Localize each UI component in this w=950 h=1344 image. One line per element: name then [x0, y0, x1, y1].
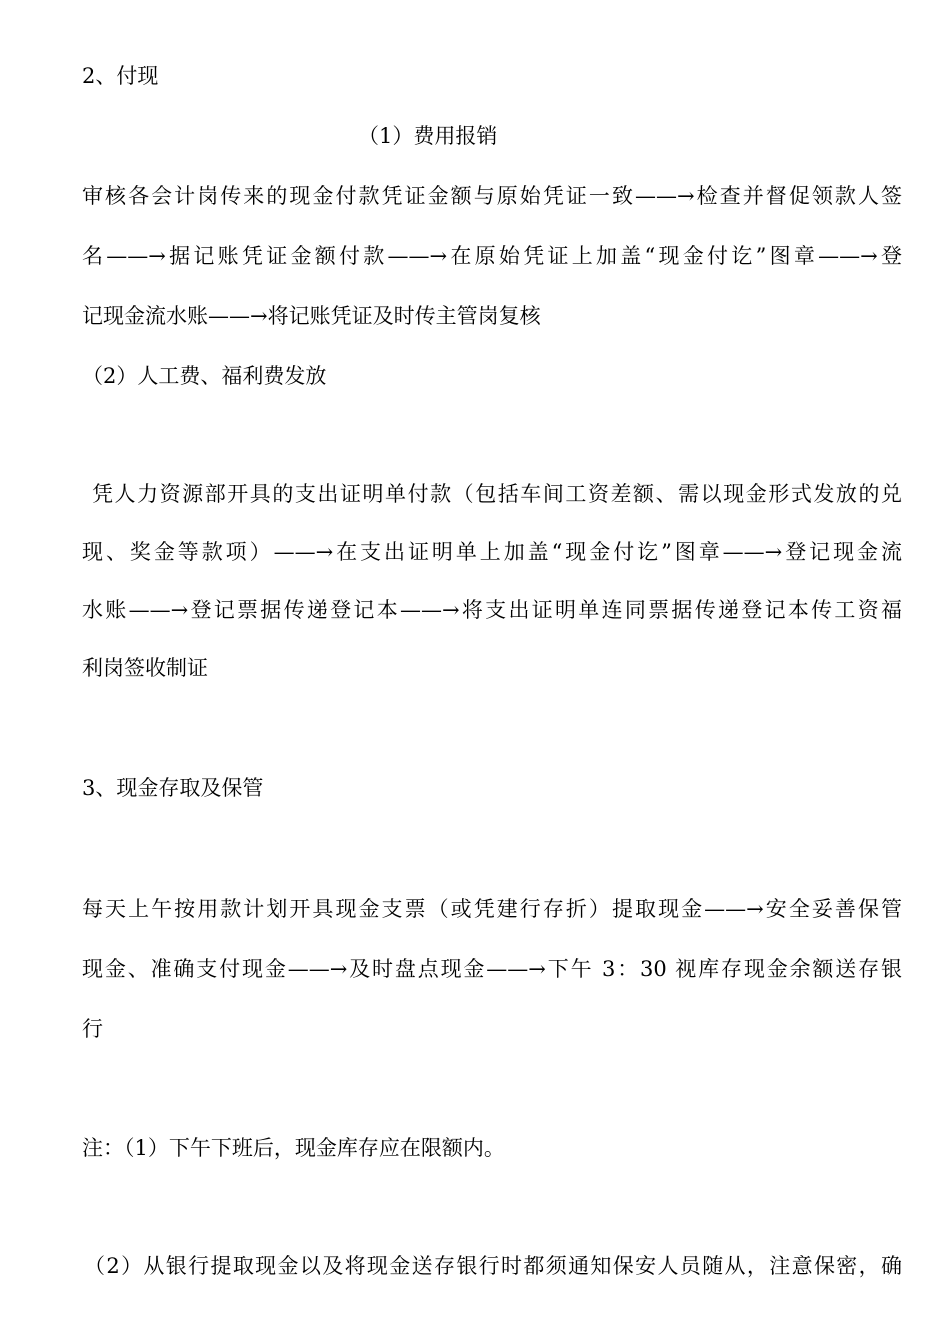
paragraph-line: 利岗签收制证: [82, 656, 208, 680]
subsection-title-expense-reimbursement: （1）费用报销: [358, 124, 498, 148]
paragraph-line: 现、奖金等款项）——→在支出证明单上加盖“现金付讫”图章——→登记现金流: [82, 540, 902, 564]
paragraph-line: 每天上午按用款计划开具现金支票（或凭建行存折）提取现金——→安全妥善保管: [82, 897, 902, 921]
note-line-1: 注：（1）下午下班后，现金库存应在限额内。: [82, 1136, 505, 1160]
paragraph-line: 行: [82, 1017, 103, 1041]
paragraph-line: 名——→据记账凭证金额付款——→在原始凭证上加盖“现金付讫”图章——→登: [82, 244, 902, 268]
paragraph-line: 凭人力资源部开具的支出证明单付款（包括车间工资差额、需以现金形式发放的兑: [92, 482, 902, 506]
section-heading-pay: 2、付现: [82, 64, 159, 88]
section-heading-cash-storage: 3、现金存取及保管: [82, 776, 264, 800]
subsection-title-wages-welfare: （2）人工费、福利费发放: [82, 364, 327, 388]
note-line-2: （2）从银行提取现金以及将现金送存银行时都须通知保安人员随从，注意保密，确: [84, 1254, 902, 1278]
paragraph-line: 水账——→登记票据传递登记本——→将支出证明单连同票据传递登记本传工资福: [82, 598, 902, 622]
paragraph-line: 审核各会计岗传来的现金付款凭证金额与原始凭证一致——→检查并督促领款人签: [82, 184, 902, 208]
paragraph-line: 现金、准确支付现金——→及时盘点现金——→下午 3：30 视库存现金余额送存银: [82, 957, 902, 981]
paragraph-line: 记现金流水账——→将记账凭证及时传主管岗复核: [82, 304, 541, 328]
